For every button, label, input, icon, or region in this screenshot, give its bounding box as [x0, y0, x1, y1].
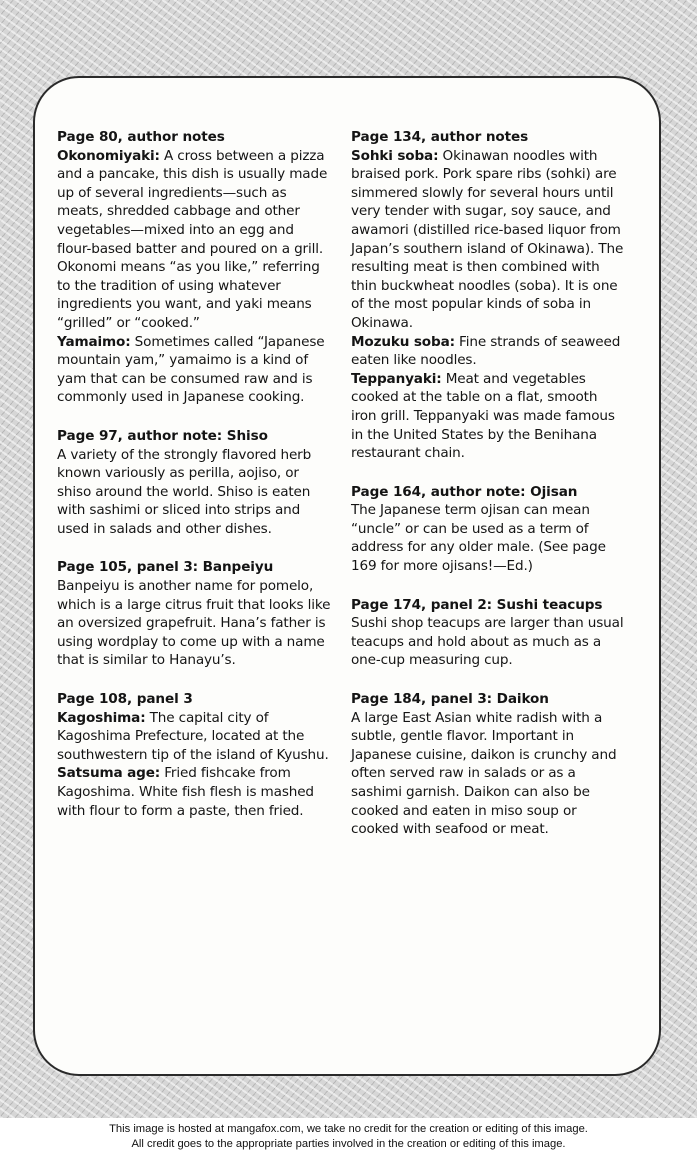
note-paragraph	[57, 709, 331, 765]
glossary-term: Yamaimo:	[57, 333, 131, 350]
section-heading: Page 80, author notes	[57, 129, 225, 145]
note-section	[57, 427, 331, 539]
left-column	[57, 128, 331, 840]
note-text: Meat and vegetables cooked at the table on a flat, smooth iron grill. Teppanyaki was made famous in the United States by the Benihana restaurant chain.	[351, 370, 615, 462]
note-section	[57, 690, 331, 820]
note-section	[57, 558, 331, 670]
note-paragraph	[351, 501, 625, 575]
note-text: The capital city of Kagoshima Prefecture, located at the southwestern tip of the island of Kyushu.	[57, 709, 329, 763]
glossary-term: Mozuku soba:	[351, 333, 455, 350]
note-paragraph	[57, 446, 331, 539]
note-section	[351, 690, 625, 839]
note-paragraph	[351, 614, 625, 670]
glossary-term: Satsuma age:	[57, 765, 161, 782]
note-paragraph	[57, 764, 331, 820]
disclaimer-line-1: This image is hosted at mangafox.com, we take no credit for the creation or editing of this image.	[109, 1123, 588, 1135]
note-paragraph	[351, 333, 625, 370]
note-text: Fried fishcake from Kagoshima. White fish flesh is mashed with flour to form a paste, then fried.	[57, 765, 314, 819]
section-heading: Page 184, panel 3: Daikon	[351, 691, 549, 708]
note-paragraph	[57, 147, 331, 333]
note-text: A large East Asian white radish with a subtle, gentle flavor. Important in Japanese cuisine, daikon is crunchy and often served raw in salads or as a sashimi garnish. Daikon can also be cooked and eaten in miso soup or cooked with seafood or meat.	[351, 709, 617, 838]
section-heading: Page 134, author notes	[351, 129, 529, 145]
note-text: Sushi shop teacups are larger than usual teacups and hold about as much as a one-cup measuring cup.	[351, 615, 624, 669]
note-section	[351, 596, 625, 670]
section-heading: Page 105, panel 3: Banpeiyu	[57, 559, 274, 576]
note-text: Fine strands of seaweed eaten like noodles.	[351, 333, 621, 369]
section-heading: Page 164, author note: Ojisan	[351, 483, 578, 500]
glossary-term: Okonomiyaki:	[57, 147, 160, 164]
hosting-disclaimer	[0, 1118, 697, 1154]
right-column	[351, 128, 625, 859]
note-section	[351, 128, 625, 463]
note-text: Okinawan noodles with braised pork. Pork spare ribs (sohki) are simmered slowly for several hours until very tender with sugar, soy sauce, and awamori (distilled rice-based liquor from Japan’s southern island of Okinawa). The resulting meat is then combined with thin buckwheat noodles (soba). It is one of the most popular kinds of soba in Okinawa.	[351, 147, 624, 331]
note-section	[57, 128, 331, 407]
section-heading: Page 97, author note: Shiso	[57, 427, 268, 444]
note-paragraph	[57, 333, 331, 407]
note-text: A variety of the strongly flavored herb known variously as perilla, aojiso, or shiso around the world. Shiso is eaten with sashimi or sliced into strips and used in salads and other dishes.	[57, 446, 312, 537]
note-paragraph	[57, 577, 331, 670]
disclaimer-line-2: All credit goes to the appropriate parties involved in the creation or editing of this image.	[131, 1137, 566, 1150]
note-paragraph	[351, 709, 625, 839]
note-paragraph	[351, 370, 625, 463]
glossary-term: Teppanyaki:	[351, 370, 442, 387]
note-text: Banpeiyu is another name for pomelo, which is a large citrus fruit that looks like an oversized grapefruit. Hana’s father is using wordplay to come up with a name that is similar to Hanayu’s.	[57, 578, 331, 669]
glossary-term: Kagoshima:	[57, 709, 146, 726]
note-text: Sometimes called “Japanese mountain yam,” yamaimo is a kind of yam that can be consumed raw and is commonly used in Japanese cooking.	[57, 333, 325, 406]
note-section	[351, 483, 625, 576]
section-heading: Page 108, panel 3	[57, 691, 193, 708]
section-heading: Page 174, panel 2: Sushi teacups	[351, 596, 603, 613]
note-text: A cross between a pizza and a pancake, this dish is usually made up of several ingredients—such as meats, shredded cabbage and other vegetables—mixed into an egg and flour-based batter and poured on a grill. Okonomi means “as you like,” referring to the tradition of using whatever ingredients you want, and yaki means “grilled” or “cooked.”	[57, 147, 328, 331]
note-text: The Japanese term ojisan can mean “uncle” or can be used as a term of address for any older male. (See page 169 for more ojisans!—Ed.)	[351, 502, 606, 575]
glossary-term: Sohki soba:	[351, 147, 439, 164]
notes-panel	[33, 76, 661, 1076]
note-paragraph	[351, 147, 625, 333]
